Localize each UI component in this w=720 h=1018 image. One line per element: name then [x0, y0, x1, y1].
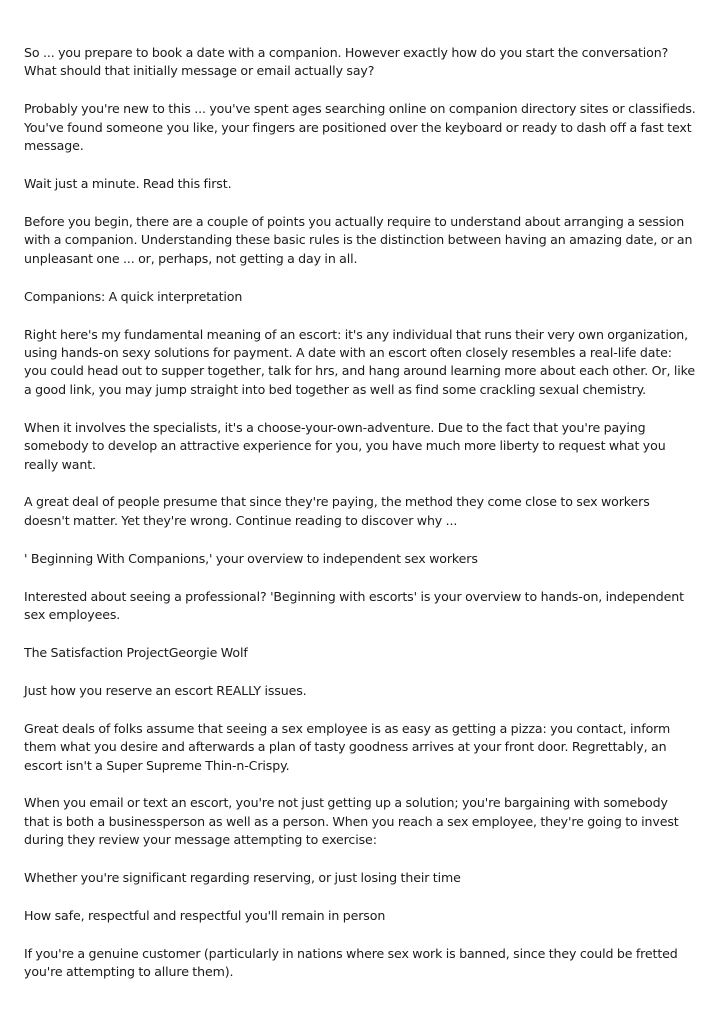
paragraph-point-safe: How safe, respectful and respectful you'll remain in person [24, 908, 386, 924]
document-body [24, 44, 696, 1001]
paragraph-how-you-reserve: Just how you reserve an escort REALLY issues. [24, 682, 307, 698]
paragraph-new-to-this: Probably you're new to this ... you've spent ages searching online on companion directory sites or classifieds. You've found someone you like, your fingers are positioned over the keyboard or ready to dash off a fast text message. [24, 101, 696, 154]
paragraph-email-text: When you email or text an escort, you're not just getting up a solution; you're bargaining with somebody that is both a businessperson as well as a person. When you reach a sex employee, they're going to invest during they review your message attempting to exercise: [24, 795, 679, 848]
paragraph-pizza: Great deals of folks assume that seeing a sex employee is as easy as getting a pizza: you contact, inform them what you desire and afterwards a plan of tasty goodness arrives at your front door. Regrettably, an escort isn't a Super Supreme Thin-n-Crispy. [24, 720, 671, 773]
section-heading-definition: Companions: A quick interpretation [24, 288, 243, 304]
paragraph-paying: A great deal of people presume that since they're paying, the method they come close to sex workers doesn't matter. Yet they're wrong. Continue reading to discover why ... [24, 494, 650, 528]
section-heading-overview: ' Beginning With Companions,' your overview to independent sex workers [24, 550, 478, 566]
image-caption: The Satisfaction ProjectGeorgie Wolf [24, 644, 248, 660]
paragraph-point-significant: Whether you're significant regarding reserving, or just losing their time [24, 870, 461, 886]
paragraph-intro: So ... you prepare to book a date with a companion. However exactly how do you start the conversation? What should that initially message or email actually say? [24, 45, 669, 79]
paragraph-interested: Interested about seeing a professional? 'Beginning with escorts' is your overview to hands-on, independent sex employees. [24, 588, 684, 623]
paragraph-before-you-begin: Before you begin, there are a couple of points you actually require to understand about arranging a session with a companion. Understanding these basic rules is the distinction between having an amazing date, or an unpleasant one ... or, perhaps, not getting a day in all. [24, 213, 693, 266]
paragraph-wait: Wait just a minute. Read this first. [24, 176, 232, 192]
paragraph-point-genuine: If you're a genuine customer (particularly in nations where sex work is banned, since they could be fretted you're attempting to allure them). [24, 946, 678, 980]
paragraph-definition: Right here's my fundamental meaning of an escort: it's any individual that runs their very own organization, using hands-on sexy solutions for payment. A date with an escort often closely resembles a real-life date: you could head out to supper together, talk for hrs, and hang around learning more about each other. Or, like a good link, you may jump straight into bed together as well as find some crackling sexual chemistry. [24, 326, 695, 397]
paragraph-specialists: When it involves the specialists, it's a choose-your-own-adventure. Due to the fact that you're paying somebody to develop an attractive experience for you, you have much more liberty to request what you really want. [24, 419, 666, 472]
